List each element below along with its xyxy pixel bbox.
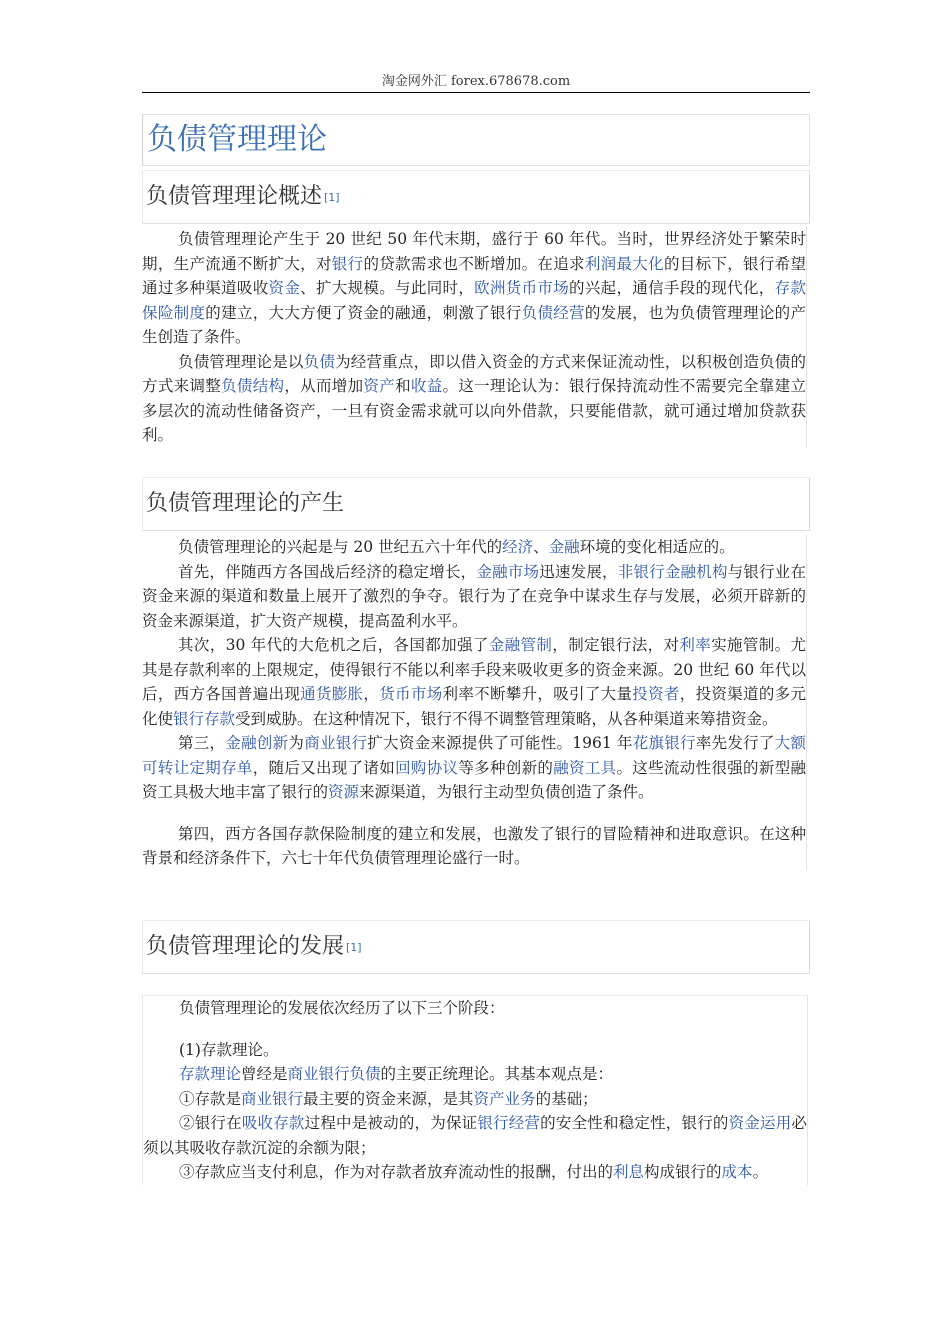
section-body-origin [142, 535, 807, 871]
term-link[interactable]: 通货膨胀 [300, 685, 364, 703]
term-link[interactable]: 商业银行 [304, 734, 368, 752]
term-link[interactable]: 资金 [268, 279, 301, 297]
paragraph [143, 1062, 807, 1087]
paragraph [142, 633, 806, 731]
term-link[interactable]: 货币市场 [379, 685, 443, 703]
section-heading-development [142, 920, 810, 974]
paragraph-text: 和 [395, 377, 411, 395]
term-link[interactable]: 商业银行负债 [287, 1065, 381, 1083]
paragraph-text: ，随后又出现了诸如 [252, 758, 396, 777]
paragraph-text: 为经营重点，即以借入资金的方式来保证流动性，以积极创造负债的方式来调整 [142, 352, 806, 395]
section-heading-origin [142, 477, 810, 531]
paragraph-text: ③存款应当支付利息，作为对存款者放弃流动性的报酬，付出的 [179, 1163, 614, 1181]
term-link[interactable]: 银行经营 [477, 1114, 541, 1132]
paragraph [142, 227, 806, 350]
paragraph-text: 负债管理理论的兴起是与 20 世纪五六十年代的 [178, 538, 503, 556]
paragraph [143, 996, 807, 1021]
term-link[interactable]: 金融创新 [225, 734, 289, 752]
paragraph-text: 的贷款需求也不断增加。在追求 [363, 254, 585, 273]
paragraph-text: ， [363, 685, 380, 703]
term-link[interactable]: 收益 [410, 377, 443, 395]
paragraph-text: 、扩大规模。与此同时， [300, 279, 475, 297]
paragraph [143, 1160, 807, 1185]
paragraph-text: 来源渠道，为银行主动型负债创造了条件。 [359, 783, 654, 801]
paragraph-text: 。这一理论认为：银行保持流动性不需要完全靠建立多层次的流动性储备资产，一旦有资金需求就可以向外借款，只要能借款，就可通过增加贷款获利。 [142, 377, 806, 444]
paragraph-text: 的发展，也为负债管理理论的产生创造了条件。 [142, 303, 806, 346]
paragraph-text: 扩大资金来源提供了可能性。1961 年 [367, 734, 633, 752]
term-link[interactable]: 商业银行 [241, 1089, 304, 1108]
paragraph-text: 必须以其吸收存款沉淀的余额为限； [143, 1114, 807, 1157]
page-title: 负债管理理论 [147, 122, 327, 157]
paragraph-text: ，投资渠道的多元化使 [142, 685, 806, 728]
term-link[interactable]: 利息 [613, 1163, 645, 1181]
paragraph-text: 等多种创新的 [458, 758, 554, 777]
term-link[interactable]: 非银行金融机构 [617, 562, 728, 581]
term-link[interactable]: 回购协议 [395, 758, 459, 777]
paragraph-text: 负债管理理论是以 [178, 352, 304, 371]
paragraph-text: ②银行在 [179, 1114, 242, 1132]
paragraph-text: 环境的变化相适应的。 [579, 538, 735, 556]
reference-link[interactable]: [1] [324, 191, 340, 204]
term-link[interactable]: 融资工具 [553, 758, 617, 777]
term-link[interactable]: 金融 [548, 538, 580, 556]
reference-link[interactable]: [1] [346, 941, 362, 954]
paragraph-text: 过程中是被动的，为保证 [304, 1114, 478, 1132]
paragraph-text: 第三， [178, 734, 226, 752]
term-link[interactable]: 银行 [331, 254, 364, 273]
section-heading-overview [142, 170, 810, 224]
term-link[interactable]: 资金运用 [728, 1114, 792, 1132]
paragraph-text: 的安全性和稳定性，银行的 [540, 1114, 729, 1132]
paragraph [142, 560, 806, 634]
term-link[interactable]: 存款保险制度 [142, 279, 806, 322]
paragraph-text: 曾经是 [241, 1065, 288, 1083]
paragraph-text: 为 [288, 734, 305, 752]
term-link[interactable]: 金融管制 [488, 636, 553, 654]
paragraph-text: 的建立，大大方便了资金的融通，刺激了银行 [205, 303, 522, 322]
paragraph-text: 其次，30 年代的大危机之后，各国都加强了 [178, 636, 489, 654]
paragraph-text: 最主要的资金来源，是其 [303, 1089, 474, 1108]
section-body-development [142, 995, 808, 1185]
page-title-box [142, 114, 810, 166]
term-link[interactable]: 负债经营 [521, 303, 585, 322]
paragraph-text: 迅速发展， [539, 562, 618, 581]
paragraph-text: 利率不断攀升，吸引了大量 [442, 685, 633, 703]
paragraph-text: ，从而增加 [284, 377, 364, 395]
paragraph-text: 负债管理理论的发展依次经历了以下三个阶段： [179, 999, 505, 1017]
section-body-overview [142, 227, 807, 448]
paragraph-text: 的兴起，通信手段的现代化， [569, 279, 775, 297]
term-link[interactable]: 吸收存款 [241, 1114, 305, 1132]
term-link[interactable]: 经济 [502, 538, 534, 556]
term-link[interactable]: 存款理论 [179, 1065, 242, 1083]
paragraph-text: 的目标下，银行希望通过多种渠道吸收 [142, 254, 806, 297]
section-title: 负债管理理论的产生 [146, 491, 345, 516]
paragraph [142, 535, 806, 560]
term-link[interactable]: 负债结构 [221, 377, 285, 395]
paragraph-text: 。 [752, 1163, 769, 1181]
term-link[interactable]: 利润最大化 [584, 254, 664, 273]
paragraph-text: ，制定银行法，对 [552, 636, 680, 654]
term-link[interactable]: 花旗银行 [632, 734, 696, 752]
term-link[interactable]: 资产 [363, 377, 396, 395]
paragraph-text: (1)存款理论。 [179, 1040, 279, 1059]
paragraph-text: 率先发行了 [695, 734, 775, 752]
paragraph-text: 的基础； [535, 1089, 598, 1108]
paragraph [142, 822, 806, 871]
term-link[interactable]: 负债 [303, 352, 336, 371]
term-link[interactable]: 欧洲货币市场 [474, 279, 570, 297]
paragraph-text: 实施管制。尤其是存款利率的上限规定，使得银行不能以利率手段来吸收更多的资金来源。20 世纪 60 年代以后，西方各国普遍出现 [142, 636, 806, 703]
paragraph [142, 731, 806, 805]
paragraph-text: 首先，伴随西方各国战后经济的稳定增长， [178, 562, 477, 581]
term-link[interactable]: 金融市场 [476, 562, 540, 581]
paragraph-text: 、 [533, 538, 549, 556]
paragraph-text: 构成银行的 [644, 1163, 722, 1181]
section-title: 负债管理理论的发展 [146, 934, 345, 959]
paragraph-text: 。这些流动性很强的新型融资工具极大地丰富了银行的 [142, 758, 806, 801]
page-header: 淘金网外汇 forex.678678.com [142, 70, 810, 93]
paragraph-text: 第四，西方各国存款保险制度的建立和发展，也激发了银行的冒险精神和进取意识。在这种背景和经济条件下，六七十年代负债管理理论盛行一时。 [142, 824, 806, 867]
term-link[interactable]: 投资者 [632, 685, 680, 703]
term-link[interactable]: 成本 [721, 1163, 753, 1181]
paragraph-text: 的主要正统理论。其基本观点是： [380, 1065, 614, 1083]
paragraph-text: 负债管理理论产生于 20 世纪 50 年代末期，盛行于 60 年代。当时，世界经济处于繁荣时期，生产流通不断扩大，对 [142, 230, 806, 273]
term-link[interactable]: 银行存款 [173, 709, 236, 728]
paragraph [142, 350, 806, 448]
term-link[interactable]: 利率 [679, 636, 712, 654]
paragraph-text: 受到威胁。在这种情况下，银行不得不调整管理策略，从各种渠道来筹措资金。 [235, 709, 778, 728]
paragraph-text: ①存款是 [179, 1089, 242, 1108]
paragraph [143, 1111, 807, 1160]
paragraph [143, 1038, 807, 1063]
term-link[interactable]: 资产业务 [473, 1089, 536, 1108]
section-title: 负债管理理论概述 [146, 184, 323, 209]
paragraph [143, 1087, 807, 1112]
paragraph-text: 与银行业在资金来源的渠道和数量上展开了激烈的争夺。银行为了在竞争中谋求生存与发展，必须开辟新的资金来源渠道，扩大资产规模，提高盈利水平。 [142, 562, 806, 630]
term-link[interactable]: 大额可转让定期存单 [142, 734, 806, 777]
term-link[interactable]: 资源 [328, 783, 360, 801]
